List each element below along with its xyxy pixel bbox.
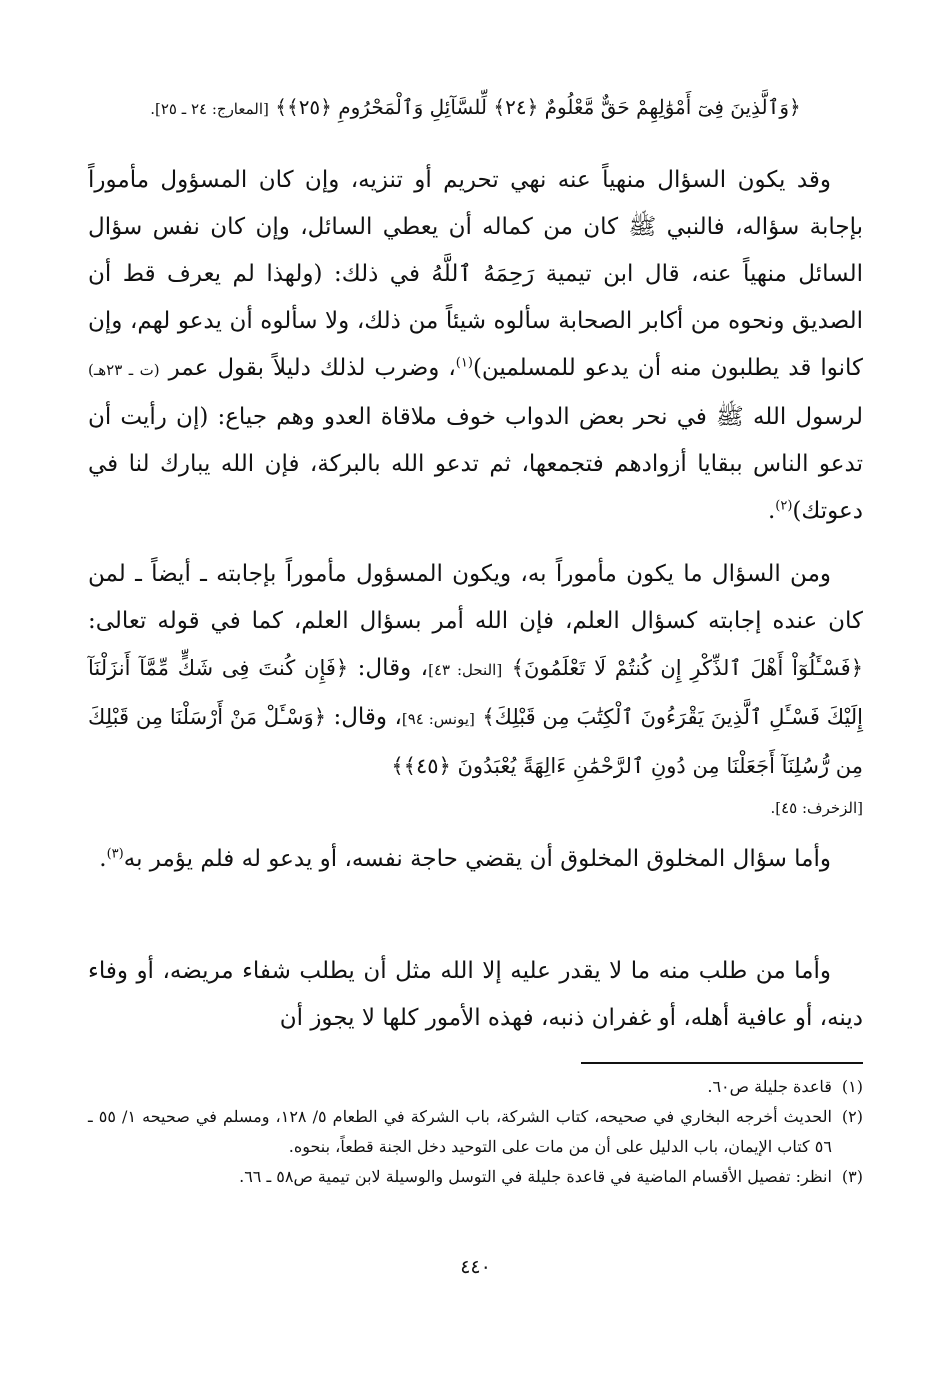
footnote-3-text: انظر: تفصيل الأقسام الماضية في قاعدة جليلة في التوسل والوسيلة لابن تيمية ص٥٨ ـ ٦٦. <box>239 1167 832 1186</box>
footnote-3-number: (٣) <box>841 1167 863 1186</box>
footnote-ref-2: (٢) <box>775 498 793 514</box>
paragraph-3-text: وأما سؤال المخلوق المخلوق أن يقضي حاجة نفسه، أو يدعو له فلم يؤمر به <box>123 846 831 872</box>
page-number: ٤٤٠ <box>460 1256 491 1278</box>
paragraph-2-text-a: ومن السؤال ما يكون مأموراً به، ويكون المسؤول مأموراً بإجابته ـ أيضاً ـ لمن كان عنده إجابته كسؤال العلم، فإن الله أمر بسؤال العلم، كما في قوله تعالى: <box>88 561 863 634</box>
footnote-1 <box>88 1072 863 1102</box>
omar-date: (ت ـ ٢٣هـ) <box>88 361 160 379</box>
footnote-2-text: الحديث أخرجه البخاري في صحيحه، كتاب الشركة، باب الشركة في الطعام ٥/ ١٢٨، ومسلم في صحيحه ١/ ٥٥ ـ ٥٦ كتاب الإيمان، باب الدليل على أن من مات على التوحيد دخل الجنة قطعاً، بنحوه. <box>88 1107 832 1156</box>
paragraph-1-end: . <box>767 498 776 524</box>
verse-2-reference: [يونس: ٩٤] <box>401 710 475 728</box>
paragraph-2-text-c: ، وقال: <box>333 704 402 730</box>
paragraph-3-end: . <box>99 846 107 872</box>
paragraph-2 <box>88 551 863 826</box>
footnote-separator <box>581 1062 863 1064</box>
footnote-2-number: (٢) <box>841 1107 863 1126</box>
footnote-ref-3: (٣) <box>106 846 124 862</box>
paragraph-1-cont2: لرسول الله ﷺ في نحر بعض الدواب خوف ملاقاة العدو وهم جياع: (إن رأيت أن تدعو الناس ببقايا أزوادهم فتجمعها، ثم تدعو الله بالبركة، فإن الله يبارك لنا في دعوتك) <box>88 404 863 524</box>
paragraph-3 <box>88 836 863 883</box>
quran-verse-3: ﴿وَسْـَٔلْ مَنْ أَرْسَلْنَا مِن قَبْلِكَ مِن رُّسُلِنَآ أَجَعَلْنَا مِن دُونِ ٱلرَّحْمَٰنِ ءَالِهَةً يُعْبَدُونَ ﴿٤٥﴾﴾ <box>88 705 863 778</box>
quran-verse-1: ﴿فَسْـَٔلُوٓاْ أَهْلَ ٱلذِّكْرِ إِن كُنتُمْ لَا تَعْلَمُونَ﴾ <box>511 656 863 680</box>
paragraph-1-text: وقد يكون السؤال منهياً عنه نهي تحريم أو تنزيه، وإن كان المسؤول مأموراً بإجابة سؤاله، فالنبي ﷺ كان من كماله أن يعطي السائل، وإن كان نفس سؤال السائل منهياً عنه، قال ابن تيمية رَحِمَهُ ٱللَّهُ في ذلك: (ولهذا لم يعرف قط أن الصديق ونحوه من أكابر الصحابة سألوه شيئاً من ذلك، ولا سألوه أن يدعو لهم، وإن كانوا قد يطلبون منه أن يدعو للمسلمين) <box>88 167 864 381</box>
footnote-ref-1: (١) <box>455 355 473 371</box>
paragraph-1 <box>88 157 863 535</box>
footnote-3 <box>88 1162 863 1192</box>
paragraph-4 <box>88 948 863 1042</box>
verse-3-reference: [الزخرف: ٤٥]. <box>770 799 863 817</box>
header-verse-reference: [المعارج: ٢٤ ـ ٢٥]. <box>150 100 269 118</box>
paragraph-1-cont1: ، وضرب لذلك دليلاً بقول عمر <box>168 355 456 381</box>
header-verse <box>88 92 863 124</box>
footnotes <box>88 1072 863 1192</box>
quran-verse-2: ﴿فَإِن كُنتَ فِى شَكٍّ مِّمَّآ أَنزَلْنَآ إِلَيْكَ فَسْـَٔلِ ٱلَّذِينَ يَقْرَءُونَ ٱلْكِتَٰبَ مِن قَبْلِكَ﴾ <box>88 656 864 729</box>
footnote-1-text: قاعدة جليلة ص٦٠. <box>707 1077 832 1096</box>
paragraph-2-text-b: ، وقال: <box>357 655 429 681</box>
footnote-1-number: (١) <box>841 1077 863 1096</box>
verse-1-reference: [النحل: ٤٣] <box>428 661 503 679</box>
footnote-2 <box>88 1102 863 1162</box>
header-verse-text: ﴿وَٱلَّذِينَ فِىٓ أَمْوَٰلِهِمْ حَقٌّ مَّعْلُومٌ ﴿٢٤﴾ لِّلسَّآئِلِ وَٱلْمَحْرُومِ ﴿٢٥﴾﴾ <box>275 95 801 119</box>
paragraph-4-text: وأما من طلب منه ما لا يقدر عليه إلا الله مثل أن يطلب شفاء مريضه، أو وفاء دينه، أو عافية أهله، أو غفران ذنبه، فهذه الأمور كلها لا يجوز أن <box>88 958 863 1031</box>
